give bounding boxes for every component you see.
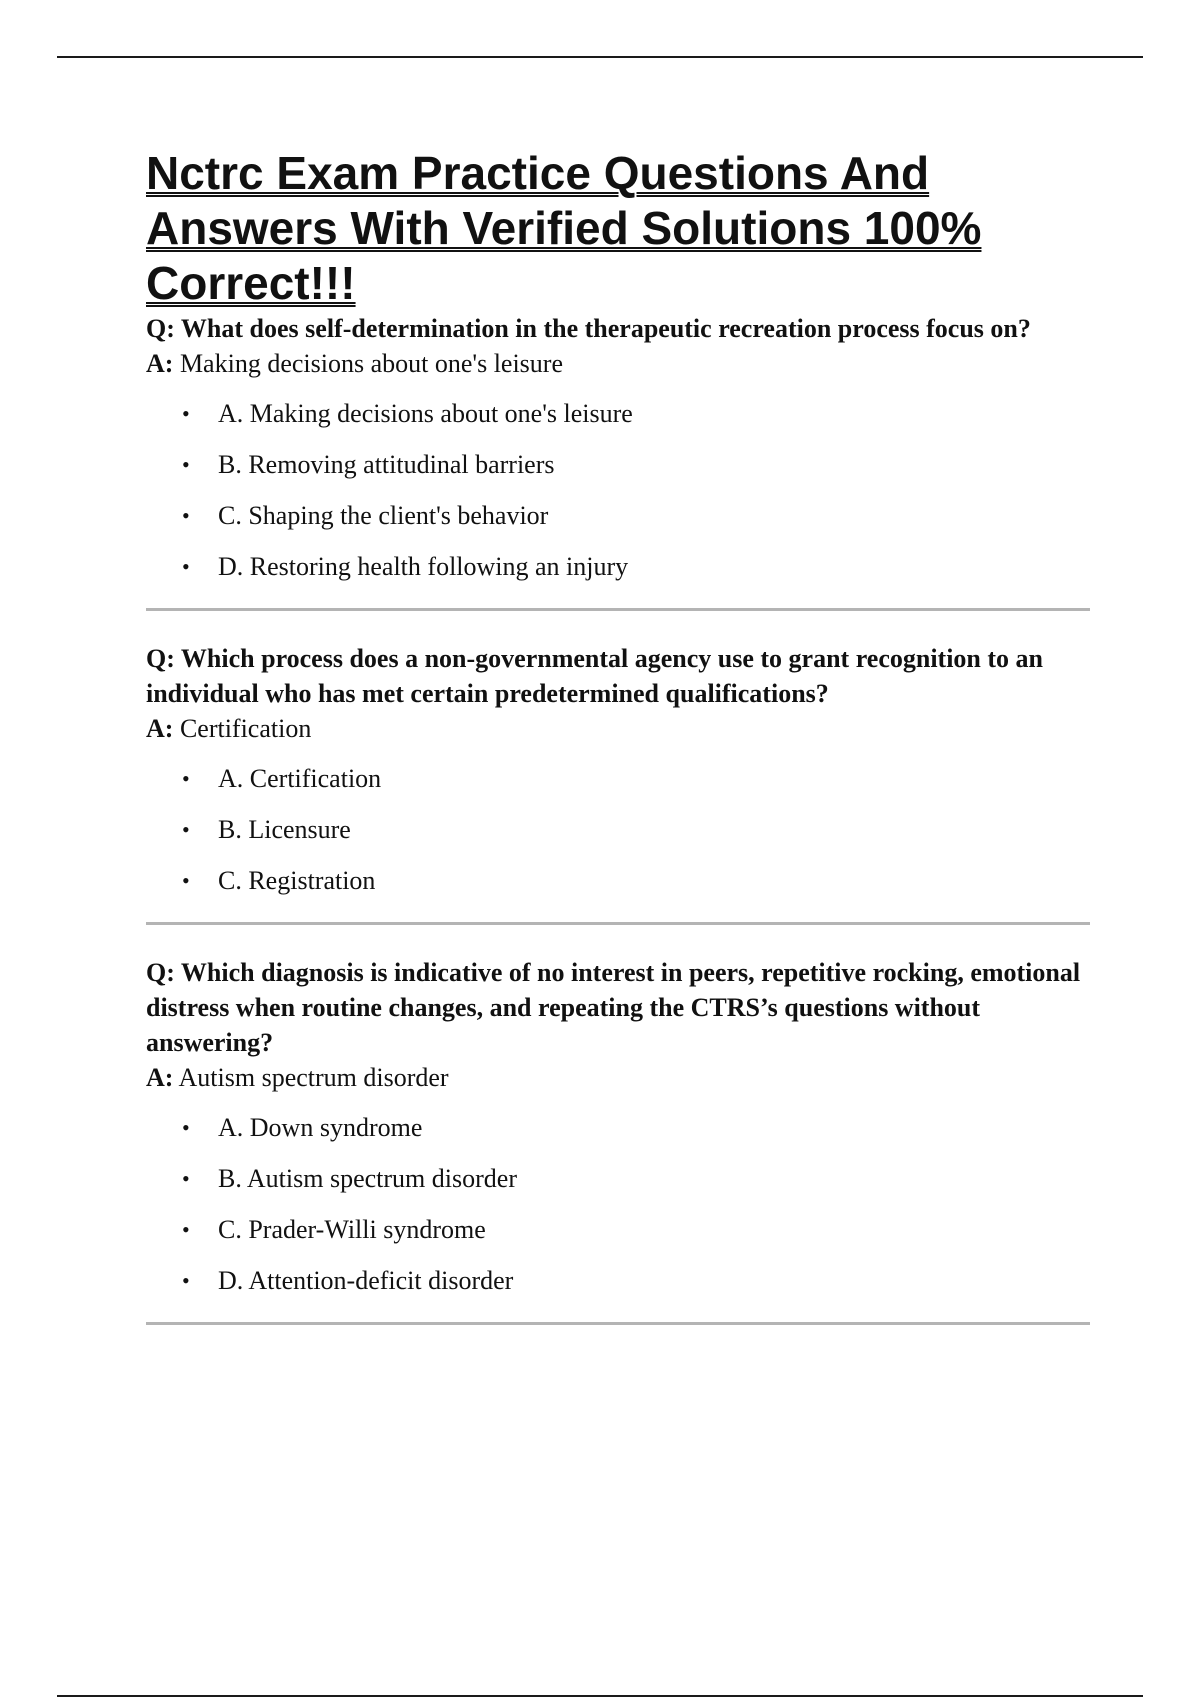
question-text: Q: What does self-determination in the therapeutic recreation process focus on? xyxy=(146,314,1031,343)
option-item: • D. Attention-deficit disorder xyxy=(182,1266,514,1295)
question-text: Q: Which diagnosis is indicative of no interest in peers, repetitive rocking, emotional distress when routine changes, and repeating the CTRS’s questions without answering? xyxy=(146,958,1081,1057)
qa-item xyxy=(146,641,1090,898)
options-list xyxy=(146,381,1090,584)
document-title: Nctrc Exam Practice Questions And Answers With Verified Solutions 100% Correct!!! xyxy=(146,147,982,309)
option-item: • B. Licensure xyxy=(182,815,351,844)
option-item: • A. Certification xyxy=(182,764,382,793)
option-item: • B. Autism spectrum disorder xyxy=(182,1164,517,1193)
option-item: • C. Prader-Willi syndrome xyxy=(182,1215,486,1244)
option-item: • A. Down syndrome xyxy=(182,1113,423,1142)
answer-text: A: Certification xyxy=(146,714,312,743)
options-list xyxy=(146,746,1090,898)
question-text: Q: Which process does a non-governmental agency use to grant recognition to an individual who has met certain predetermined qualifications? xyxy=(146,644,1043,708)
option-item: • C. Registration xyxy=(182,866,376,895)
separator xyxy=(146,1322,1090,1325)
option-item: • C. Shaping the client's behavior xyxy=(182,501,549,530)
top-rule xyxy=(57,56,1143,58)
option-item: • D. Restoring health following an injury xyxy=(182,552,629,581)
answer-text: A: Making decisions about one's leisure xyxy=(146,349,563,378)
qa-item xyxy=(146,311,1090,584)
separator xyxy=(146,922,1090,925)
qa-item xyxy=(146,955,1090,1298)
option-item: • B. Removing attitudinal barriers xyxy=(182,450,555,479)
options-list xyxy=(146,1095,1090,1298)
option-item: • A. Making decisions about one's leisure xyxy=(182,399,633,428)
bottom-rule xyxy=(57,1695,1143,1697)
answer-text: A: Autism spectrum disorder xyxy=(146,1063,449,1092)
separator xyxy=(146,608,1090,611)
document-content xyxy=(146,146,1090,1355)
